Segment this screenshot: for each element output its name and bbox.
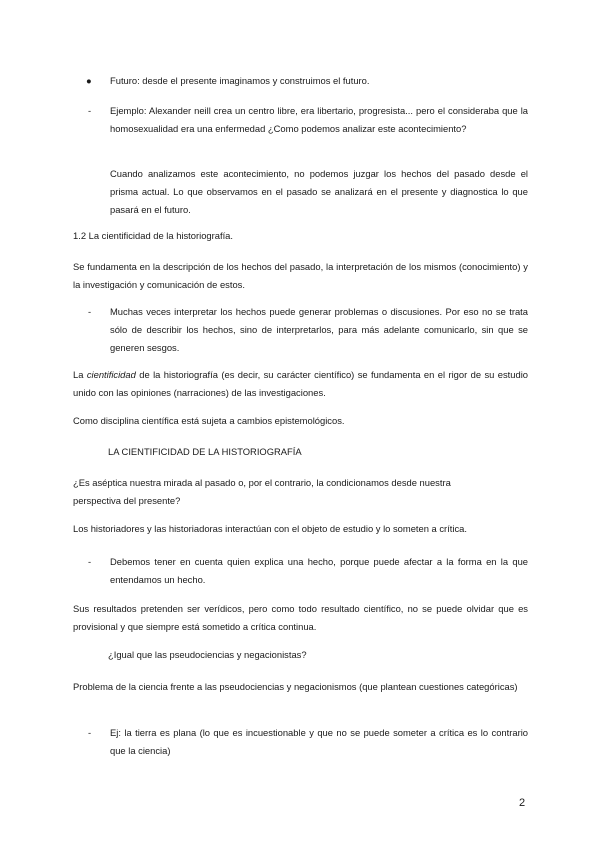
dash-marker: - [88,306,92,317]
page-number: 2 [519,797,526,809]
resultados-paragraph: Sus resultados pretenden ser verídicos, pero como todo resultado científico, no se puede olvidar que es provisional y que siempre está sometido a crítica continua. [73,603,528,632]
problema-paragraph: Problema de la ciencia frente a las pseudociencias y negacionismos (que plantean cuestiones categóricas) [73,681,518,692]
bullet-icon: ● [86,75,92,86]
aseptica-question: ¿Es aséptica nuestra mirada al pasado o, por el contrario, la condicionamos desde nuestra perspectiva del presente? [73,477,451,506]
dash-marker: - [88,105,92,116]
cientificidad-paragraph [73,366,528,402]
historiadores-paragraph: Los historiadores y las historiadoras interactúan con el objeto de estudio y lo someten a crítica. [73,523,467,534]
tierra-item: Ej: la tierra es plana (lo que es incuestionable y que no se puede someter a crítica es lo contrario que la ciencia) [110,727,528,756]
ejemplo-analysis-paragraph: Cuando analizamos este acontecimiento, no podemos juzgar los hechos del pasado desde el prisma actual. Lo que observamos en el pasado se analizará en el presente y diagnostica lo que pasará en el futuro. [110,168,528,215]
section-heading: 1.2 La cientificidad de la historiografía. [73,230,233,241]
explica-item: Debemos tener en cuenta quien explica una hecho, porque puede afectar a la forma en la que entendamos un hecho. [110,556,528,585]
cientificidad-pre: La [73,369,87,380]
cientificidad-subheading: LA CIENTIFICIDAD DE LA HISTORIOGRAFÍA [108,446,302,457]
cientificidad-post: de la historiografía (es decir, su carácter científico) se fundamenta en el rigor de su estudio unido con las opiniones (narraciones) de las investigaciones. [73,369,528,398]
ejemplo-paragraph: Ejemplo: Alexander neill crea un centro libre, era libertario, progresista... pero el consideraba que la homosexualidad era una enfermedad ¿Como podemos analizar este acontecimiento? [110,105,528,134]
futuro-item: Futuro: desde el presente imaginamos y construimos el futuro. [110,75,370,86]
dash-marker: - [88,727,92,738]
cientificidad-italic-term: cientificidad [86,369,136,380]
fundamenta-paragraph: Se fundamenta en la descripción de los hechos del pasado, la interpretación de los mismos (conocimiento) y la investigación y comunicación de estos. [73,261,528,290]
dash-marker: - [88,556,92,567]
interpretar-item: Muchas veces interpretar los hechos puede generar problemas o discusiones. Por eso no se trata sólo de describir los hechos, sino de interpretarlos, para más adelante comunicarlo, sin que se generen sesgos. [110,306,528,353]
disciplina-paragraph: Como disciplina científica está sujeta a cambios epistemológicos. [73,415,345,426]
pseudociencias-question: ¿Igual que las pseudociencias y negacionistas? [108,649,307,660]
